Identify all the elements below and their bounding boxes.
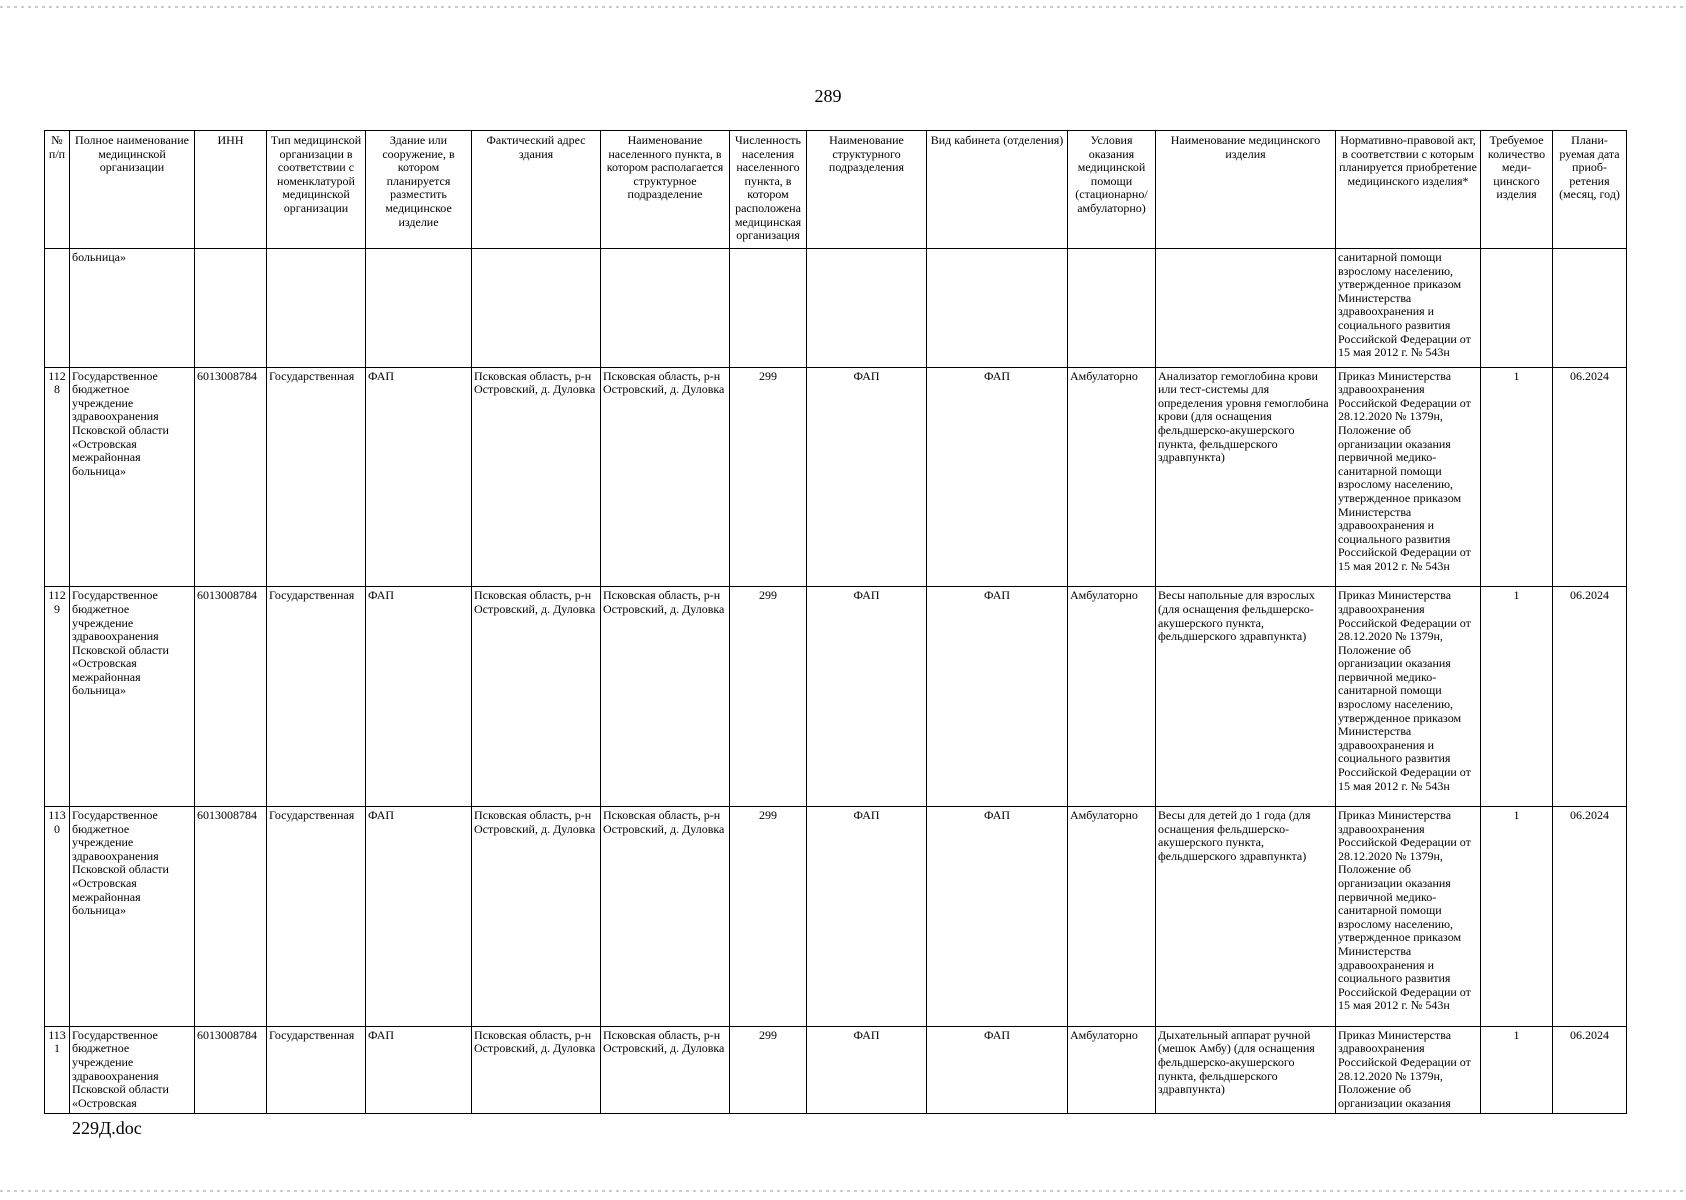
cell-num: 1129 — [45, 587, 70, 807]
header-cell-unit: Наименование структурного подразделения — [807, 131, 927, 249]
header-row — [45, 131, 1627, 249]
cell-inn: 6013008784 — [195, 1026, 267, 1113]
cell-org: Государственное бюджетное учреждение здравоохранения Псковской области «Островская межрайонная больница» — [70, 367, 195, 587]
cell-unit: ФАП — [807, 587, 927, 807]
cell-population: 299 — [730, 1026, 807, 1113]
cell-act: Приказ Министерства здравоохранения Российской Федерации от 28.12.2020 № 1379н, Положение об организации оказания первичной медико-санитарной помощи взрослому населению, утвержденное приказом Министерства здравоохранения и социального развития Российской Федерации от 15 мая 2012 г. № 543н — [1336, 587, 1481, 807]
cell-inn: 6013008784 — [195, 807, 267, 1027]
cell-unit — [807, 249, 927, 368]
cell-cabinet: ФАП — [927, 587, 1068, 807]
header-cell-act: Нормативно-правовой акт, в соответствии с которым планируется приобретение медицинского изделия* — [1336, 131, 1481, 249]
cell-date: 06.2024 — [1553, 367, 1627, 587]
cell-unit: ФАП — [807, 1026, 927, 1113]
cell-settlement: Псковская область, р-н Островский, д. Дуловка — [601, 1026, 730, 1113]
cell-population — [730, 249, 807, 368]
header-cell-date: Плани-руемая дата приоб-ретения (месяц, год) — [1553, 131, 1627, 249]
cell-population: 299 — [730, 807, 807, 1027]
cell-settlement — [601, 249, 730, 368]
cell-type: Государственная — [267, 587, 366, 807]
table-row — [45, 1026, 1627, 1113]
cell-population: 299 — [730, 587, 807, 807]
cell-conditions: Амбулаторно — [1068, 807, 1156, 1027]
cell-cabinet: ФАП — [927, 807, 1068, 1027]
cell-org: Государственное бюджетное учреждение здравоохранения Псковской области «Островская межрайонная больница» — [70, 587, 195, 807]
cell-address: Псковская область, р-н Островский, д. Дуловка — [472, 587, 601, 807]
cell-org: Государственное бюджетное учреждение здравоохранения Псковской области «Островская — [70, 1026, 195, 1113]
cell-date — [1553, 249, 1627, 368]
cell-date: 06.2024 — [1553, 807, 1627, 1027]
cell-building: ФАП — [366, 587, 472, 807]
header-cell-org: Полное наименование медицинской организации — [70, 131, 195, 249]
header-cell-qty: Требуемое количество меди-цинского изделия — [1481, 131, 1553, 249]
header-cell-population: Численность населения населенного пункта, в котором расположена медицинская организация — [730, 131, 807, 249]
cell-act: Приказ Министерства здравоохранения Российской Федерации от 28.12.2020 № 1379н, Положение об организации оказания первичной медико-санитарной помощи взрослому населению, утвержденное приказом Министерства здравоохранения и социального развития Российской Федерации от 15 мая 2012 г. № 543н — [1336, 807, 1481, 1027]
cell-act: Приказ Министерства здравоохранения Российской Федерации от 28.12.2020 № 1379н, Положение об организации оказания первичной медико-санитарной помощи взрослому населению, утвержденное приказом Министерства здравоохранения и социального развития Российской Федерации от 15 мая 2012 г. № 543н — [1336, 367, 1481, 587]
header-cell-conditions: Условия оказания медицинской помощи (стационарно/ амбулаторно) — [1068, 131, 1156, 249]
cell-org: Государственное бюджетное учреждение здравоохранения Псковской области «Островская межрайонная больница» — [70, 807, 195, 1027]
cell-cabinet — [927, 249, 1068, 368]
cell-device: Весы для детей до 1 года (для оснащения фельдшерско-акушерского пункта, фельдшерского здравпункта) — [1156, 807, 1336, 1027]
table-row — [45, 587, 1627, 807]
cell-org: больница» — [70, 249, 195, 368]
header-cell-building: Здание или сооружение, в котором планируется разместить медицинское изделие — [366, 131, 472, 249]
cell-address: Псковская область, р-н Островский, д. Дуловка — [472, 1026, 601, 1113]
cell-act: Приказ Министерства здравоохранения Российской Федерации от 28.12.2020 № 1379н, Положение об организации оказания — [1336, 1026, 1481, 1113]
cell-cabinet: ФАП — [927, 1026, 1068, 1113]
cell-date: 06.2024 — [1553, 587, 1627, 807]
cell-building: ФАП — [366, 807, 472, 1027]
cell-conditions: Амбулаторно — [1068, 1026, 1156, 1113]
cell-num — [45, 249, 70, 368]
cell-conditions — [1068, 249, 1156, 368]
cell-building: ФАП — [366, 1026, 472, 1113]
cell-num: 1131 — [45, 1026, 70, 1113]
cell-qty — [1481, 249, 1553, 368]
cell-address: Псковская область, р-н Островский, д. Дуловка — [472, 367, 601, 587]
cell-population: 299 — [730, 367, 807, 587]
cell-building — [366, 249, 472, 368]
table-row — [45, 807, 1627, 1027]
cell-cabinet: ФАП — [927, 367, 1068, 587]
cell-qty: 1 — [1481, 807, 1553, 1027]
cell-num: 1130 — [45, 807, 70, 1027]
cell-date: 06.2024 — [1553, 1026, 1627, 1113]
cell-inn — [195, 249, 267, 368]
header-cell-address: Фактический адрес здания — [472, 131, 601, 249]
header-cell-settlement: Наименование населенного пункта, в котором располагается структурное подразделение — [601, 131, 730, 249]
page-number: 289 — [814, 86, 842, 106]
cell-inn: 6013008784 — [195, 367, 267, 587]
cell-qty: 1 — [1481, 587, 1553, 807]
header-cell-device: Наименование медицинского изделия — [1156, 131, 1336, 249]
cell-qty: 1 — [1481, 367, 1553, 587]
cell-device — [1156, 249, 1336, 368]
cell-device: Весы напольные для взрослых (для оснащения фельдшерско-акушерского пункта, фельдшерского здравпункта) — [1156, 587, 1336, 807]
cell-device: Дыхательный аппарат ручной (мешок Амбу) (для оснащения фельдшерско-акушерского пункта, фельдшерского здравпункта) — [1156, 1026, 1336, 1113]
cell-unit: ФАП — [807, 367, 927, 587]
cell-type: Государственная — [267, 1026, 366, 1113]
cell-conditions: Амбулаторно — [1068, 367, 1156, 587]
scan-edge-bottom — [0, 1190, 1686, 1192]
cell-type: Государственная — [267, 367, 366, 587]
cell-settlement: Псковская область, р-н Островский, д. Дуловка — [601, 587, 730, 807]
cell-inn: 6013008784 — [195, 587, 267, 807]
cell-type: Государственная — [267, 807, 366, 1027]
header-cell-num: № п/п — [45, 131, 70, 249]
cell-act: санитарной помощи взрослому населению, утвержденное приказом Министерства здравоохранения и социального развития Российской Федерации от 15 мая 2012 г. № 543н — [1336, 249, 1481, 368]
table-row — [45, 367, 1627, 587]
continuation-row — [45, 249, 1627, 368]
header-cell-type: Тип медицинской организации в соответствии с номенклатурой медицинской организации — [267, 131, 366, 249]
cell-conditions: Амбулаторно — [1068, 587, 1156, 807]
cell-qty: 1 — [1481, 1026, 1553, 1113]
header-cell-cabinet: Вид кабинета (отделения) — [927, 131, 1068, 249]
cell-device: Анализатор гемоглобина крови или тест-системы для определения уровня гемоглобина крови (для оснащения фельдшерско-акушерского пункта, фельдшерского здравпункта) — [1156, 367, 1336, 587]
document-filename: 229Д.doc — [72, 1118, 142, 1138]
cell-building: ФАП — [366, 367, 472, 587]
cell-address: Псковская область, р-н Островский, д. Дуловка — [472, 807, 601, 1027]
header-cell-inn: ИНН — [195, 131, 267, 249]
cell-type — [267, 249, 366, 368]
scan-edge-top — [0, 6, 1686, 8]
cell-num: 1128 — [45, 367, 70, 587]
equipment-register-table — [44, 130, 1627, 1114]
cell-address — [472, 249, 601, 368]
cell-unit: ФАП — [807, 807, 927, 1027]
cell-settlement: Псковская область, р-н Островский, д. Дуловка — [601, 807, 730, 1027]
cell-settlement: Псковская область, р-н Островский, д. Дуловка — [601, 367, 730, 587]
